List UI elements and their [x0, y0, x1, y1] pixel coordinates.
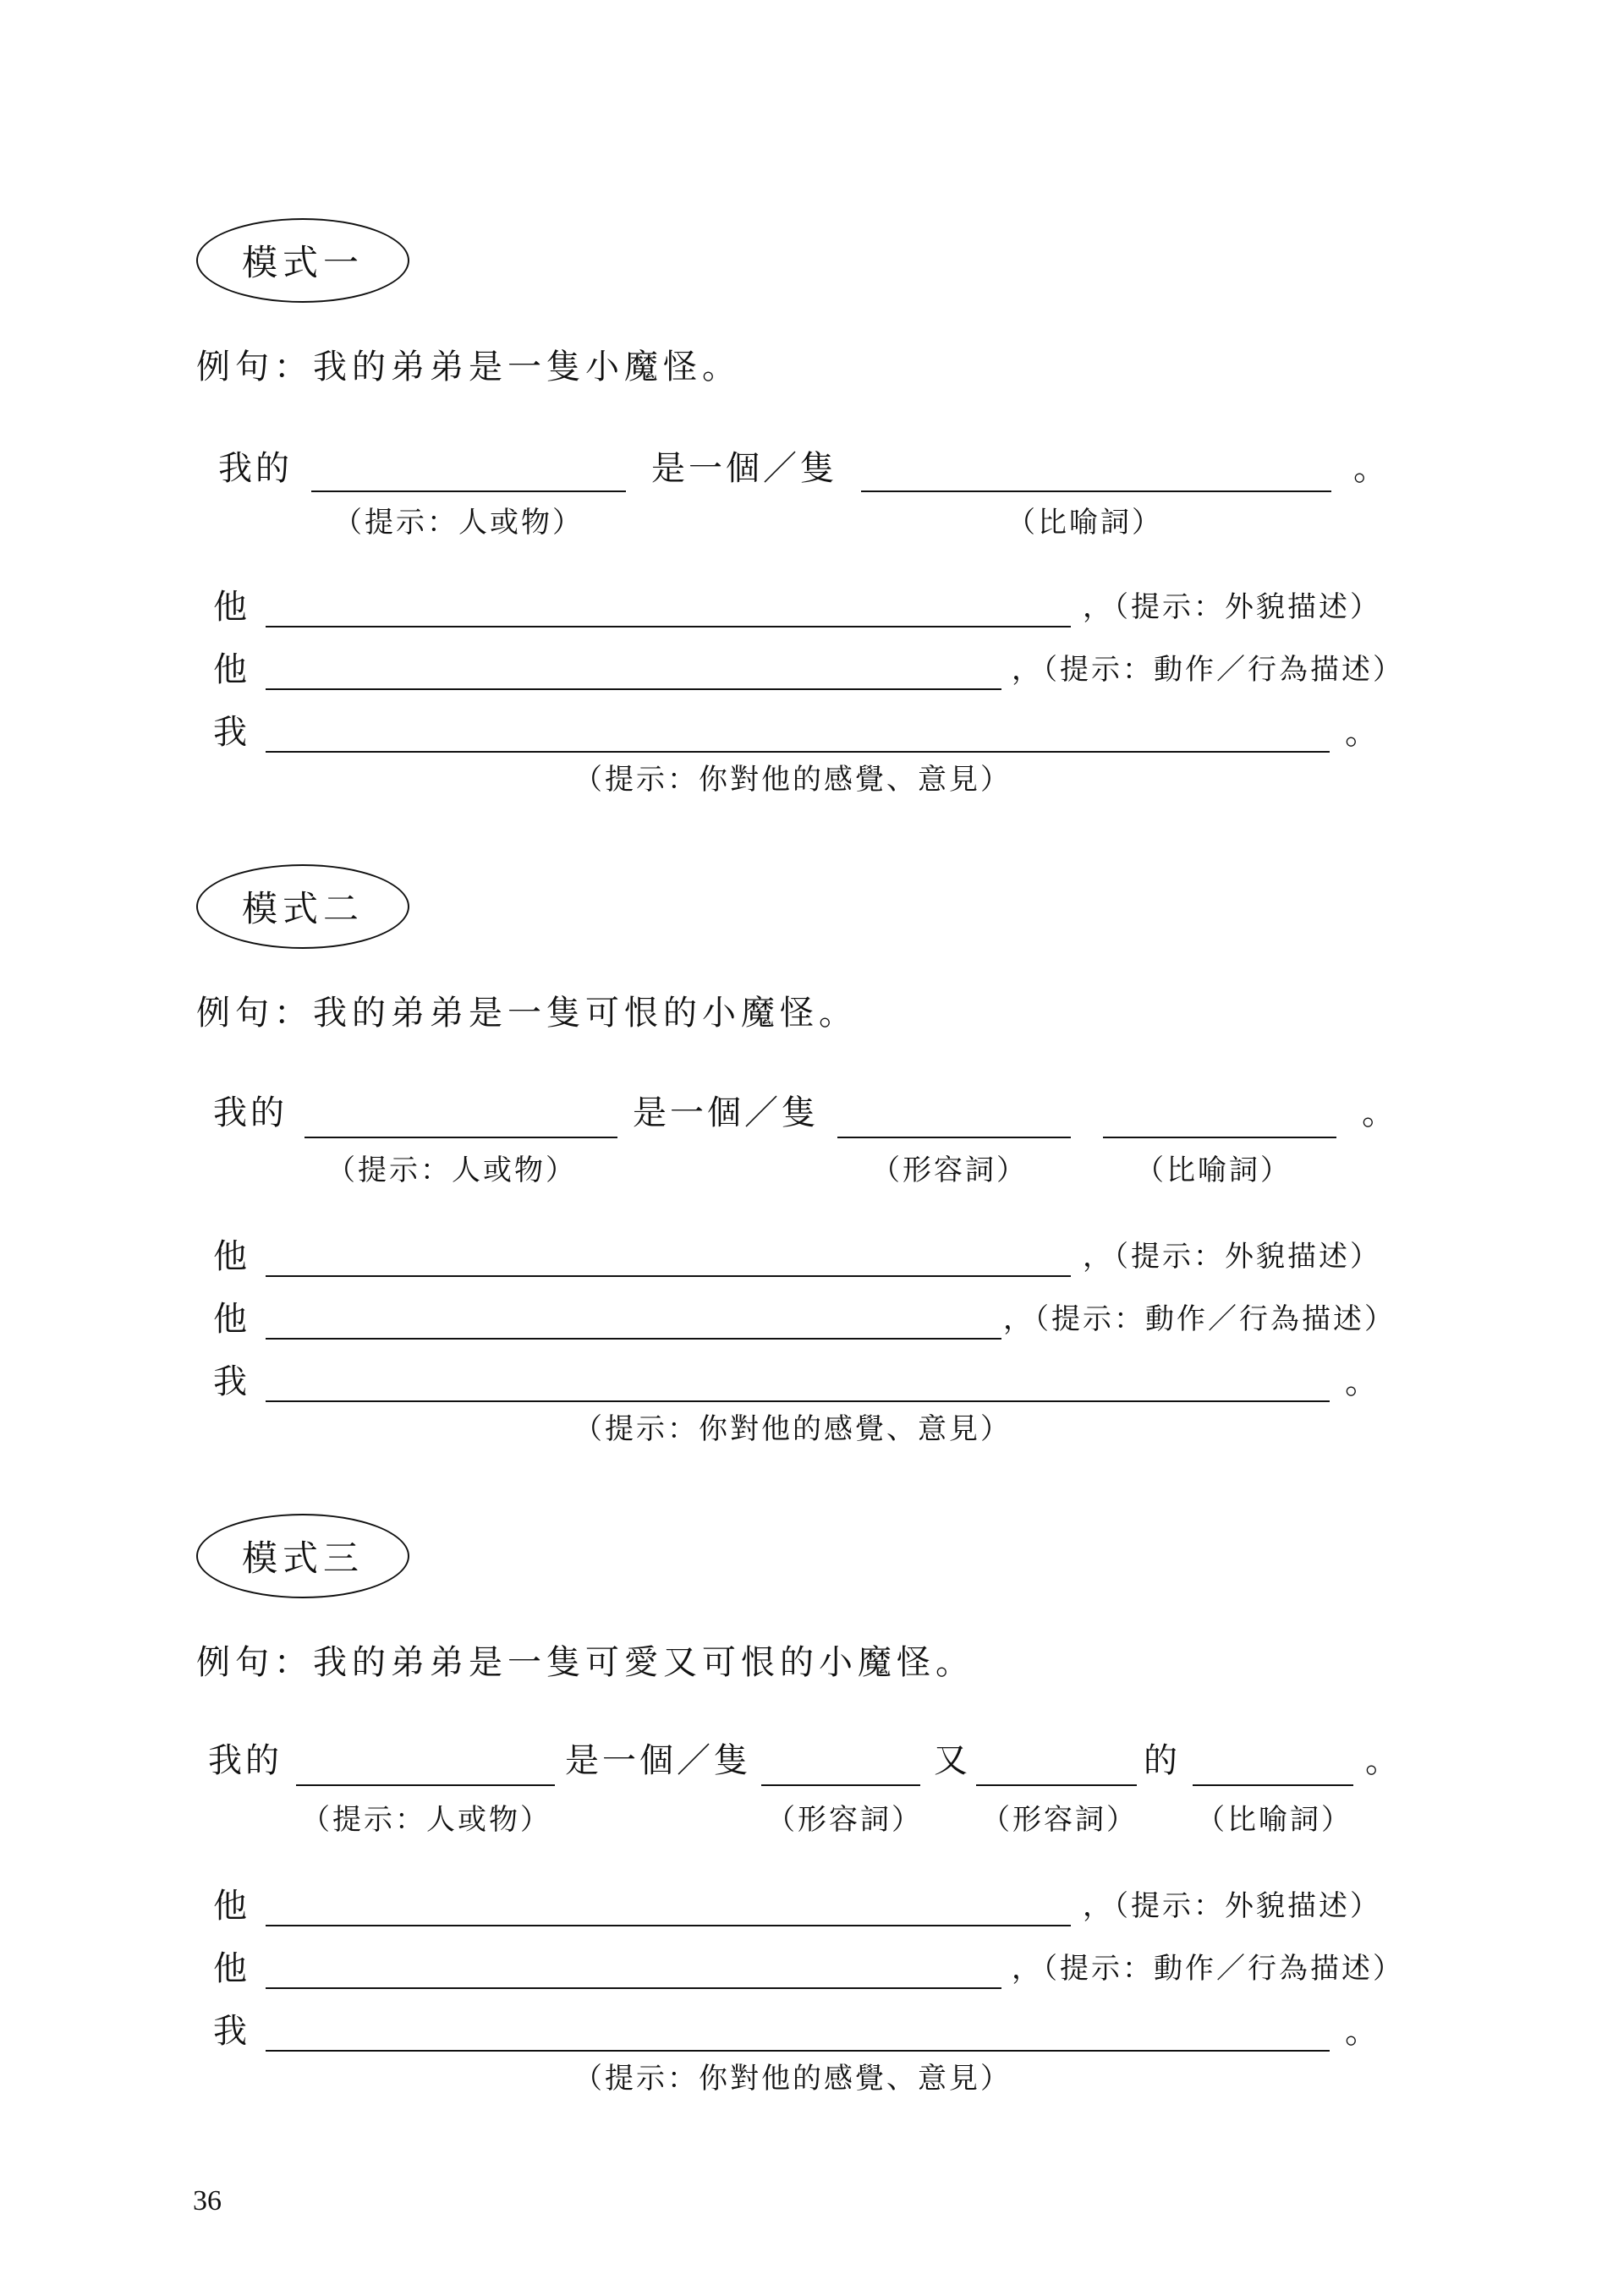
section-1-he-label-2: 他	[213, 650, 250, 689]
section-1-title-oval	[196, 218, 409, 303]
section-2-hint-metaphor: （比喻詞）	[1135, 1153, 1292, 1187]
section-2-he-label-2: 他	[213, 1300, 250, 1339]
section-3-period: 。	[1345, 2012, 1382, 2051]
section-2-frame-end: 。	[1362, 1093, 1399, 1132]
section-3-blank-adjective-2[interactable]	[976, 1784, 1137, 1786]
section-2-hint-feeling: （提示：你對他的感覺、意見）	[573, 1412, 1012, 1446]
section-3-blank-metaphor[interactable]	[1193, 1784, 1353, 1786]
section-2-hint-person: （提示：人或物）	[326, 1153, 577, 1187]
section-2-period: 。	[1345, 1362, 1382, 1401]
section-1-me-label: 我	[213, 713, 250, 752]
section-3-hint-adjective-2: （形容詞）	[981, 1803, 1138, 1837]
section-2-hint-appearance: ，（提示：外貌描述）	[1083, 1240, 1381, 1274]
section-1-frame-start: 我的	[218, 449, 293, 488]
section-2-frame-mid: 是一個／隻	[633, 1093, 819, 1132]
section-3-frame-end: 。	[1365, 1741, 1402, 1780]
section-3-blank-adjective-1[interactable]	[761, 1784, 920, 1786]
section-3-frame-start: 我的	[208, 1741, 283, 1780]
section-2-blank-adjective[interactable]	[837, 1137, 1071, 1138]
section-3-hint-action: ，（提示：動作／行為描述）	[1012, 1952, 1404, 1986]
section-3-title: 模式三	[241, 1537, 364, 1579]
section-3-example: 例句：我的弟弟是一隻可愛又可恨的小魔怪。	[196, 1643, 974, 1682]
section-2-blank-action[interactable]	[266, 1338, 1001, 1340]
section-2-frame-start: 我的	[213, 1093, 288, 1132]
section-3-blank-appearance[interactable]	[266, 1925, 1071, 1926]
section-2-hint-action: ，（提示：動作／行為描述）	[1003, 1302, 1396, 1336]
section-1-blank-metaphor[interactable]	[861, 490, 1331, 492]
section-2-he-label-1: 他	[213, 1237, 250, 1276]
page-number: 36	[193, 2185, 222, 2217]
section-3-he-label-1: 他	[213, 1887, 250, 1926]
section-1-blank-feeling[interactable]	[266, 751, 1330, 753]
section-2-title: 模式二	[241, 888, 364, 929]
section-3-blank-action[interactable]	[266, 1987, 1001, 1989]
section-3-frame-mid: 是一個／隻	[565, 1741, 751, 1780]
section-3-frame-and: 又	[934, 1741, 971, 1780]
section-1-hint-feeling: （提示：你對他的感覺、意見）	[573, 763, 1012, 797]
section-3-hint-metaphor: （比喻詞）	[1196, 1803, 1352, 1837]
section-1-blank-appearance[interactable]	[266, 626, 1071, 627]
section-1-frame-mid: 是一個／隻	[651, 449, 837, 488]
section-3-title-oval	[196, 1514, 409, 1598]
section-3-hint-feeling: （提示：你對他的感覺、意見）	[573, 2062, 1012, 2096]
section-2-blank-appearance[interactable]	[266, 1275, 1071, 1277]
section-3-he-label-2: 他	[213, 1949, 250, 1988]
section-3-hint-person: （提示：人或物）	[301, 1803, 551, 1837]
section-3-blank-feeling[interactable]	[266, 2050, 1330, 2052]
section-1-blank-action[interactable]	[266, 688, 1001, 690]
section-1-hint-action: ，（提示：動作／行為描述）	[1012, 653, 1404, 687]
section-3-hint-appearance: ，（提示：外貌描述）	[1083, 1889, 1381, 1923]
section-1-title: 模式一	[241, 242, 364, 283]
section-1-hint-appearance: ，（提示：外貌描述）	[1083, 590, 1381, 624]
section-1-he-label-1: 他	[213, 588, 250, 627]
section-3-blank-person[interactable]	[296, 1784, 555, 1786]
section-1-hint-metaphor: （比喻詞）	[1007, 506, 1163, 540]
section-2-blank-person[interactable]	[304, 1137, 617, 1138]
section-1-blank-person[interactable]	[311, 490, 626, 492]
section-2-me-label: 我	[213, 1362, 250, 1401]
section-1-hint-person: （提示：人或物）	[333, 506, 584, 540]
section-2-example: 例句：我的弟弟是一隻可恨的小魔怪。	[196, 994, 858, 1033]
section-1-frame-end: 。	[1353, 449, 1391, 488]
section-2-title-oval	[196, 864, 409, 949]
section-2-blank-feeling[interactable]	[266, 1400, 1330, 1402]
section-1-example: 例句：我的弟弟是一隻小魔怪。	[196, 348, 741, 386]
section-3-hint-adjective-1: （形容詞）	[766, 1803, 923, 1837]
section-3-frame-de: 的	[1144, 1741, 1181, 1780]
section-2-blank-metaphor[interactable]	[1103, 1137, 1336, 1138]
section-3-me-label: 我	[213, 2012, 250, 2051]
section-2-hint-adjective: （形容詞）	[871, 1153, 1028, 1187]
section-1-period: 。	[1345, 713, 1382, 752]
